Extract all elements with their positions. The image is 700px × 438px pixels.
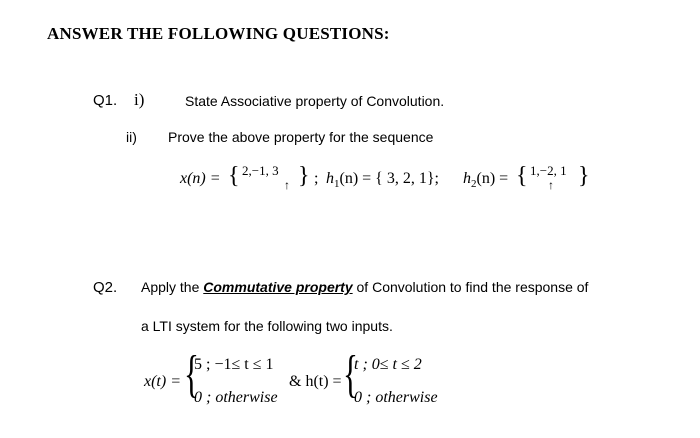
q2-commutative-emph: Commutative property — [203, 279, 353, 295]
h1-rest: (n) = { 3, 2, 1}; — [339, 170, 439, 187]
q2-label: Q2. — [93, 279, 118, 296]
q2-line1-before: Apply the — [141, 279, 200, 295]
x-t-brace: { — [184, 346, 199, 403]
h1-def — [326, 170, 439, 188]
h2-values: 1,−2, 1 — [530, 163, 567, 178]
q2-line1 — [141, 279, 588, 295]
h1-sub: 1 — [334, 178, 340, 190]
x-right-brace: } — [298, 163, 310, 189]
x-t-case2: 0 ; otherwise — [194, 389, 278, 406]
x-left-brace: { — [228, 163, 240, 189]
h2-name: h — [463, 170, 471, 187]
h2-left-brace: { — [516, 163, 528, 189]
h2-def — [463, 170, 508, 188]
page-heading: ANSWER THE FOLLOWING QUESTIONS: — [47, 24, 390, 43]
h-t-brace: { — [343, 346, 358, 403]
q1-part-ii-text: Prove the above property for the sequence — [168, 129, 434, 145]
h2-rest: (n) = — [476, 170, 509, 187]
q1-part-i-label: i) — [134, 90, 145, 109]
x-values: 2,−1, 3 — [242, 163, 279, 178]
h-t-lhs: & h(t) = — [289, 373, 342, 390]
x-t-case1: 5 ; −1≤ t ≤ 1 — [194, 356, 274, 373]
x-origin-arrow: ↑ — [284, 178, 290, 192]
h2-right-brace: } — [578, 163, 590, 189]
q1-part-ii-label: ii) — [126, 129, 137, 145]
q1-part-i-text: State Associative property of Convolution. — [185, 93, 445, 109]
h1-name: h — [326, 170, 334, 187]
h2-origin-arrow: ↑ — [548, 178, 554, 192]
h2-sub: 2 — [471, 178, 477, 190]
h-t-case1: t ; 0≤ t ≤ 2 — [354, 356, 422, 373]
semicolon-sep: ; — [314, 170, 319, 187]
q2-line1-after: of Convolution to find the response of — [356, 279, 589, 295]
x-lhs: x(n) = — [180, 170, 221, 187]
h-t-case2: 0 ; otherwise — [354, 389, 438, 406]
q1-label: Q1. — [93, 92, 118, 109]
q2-line2: a LTI system for the following two inputs. — [141, 318, 393, 334]
x-t-lhs: x(t) = — [144, 373, 181, 390]
